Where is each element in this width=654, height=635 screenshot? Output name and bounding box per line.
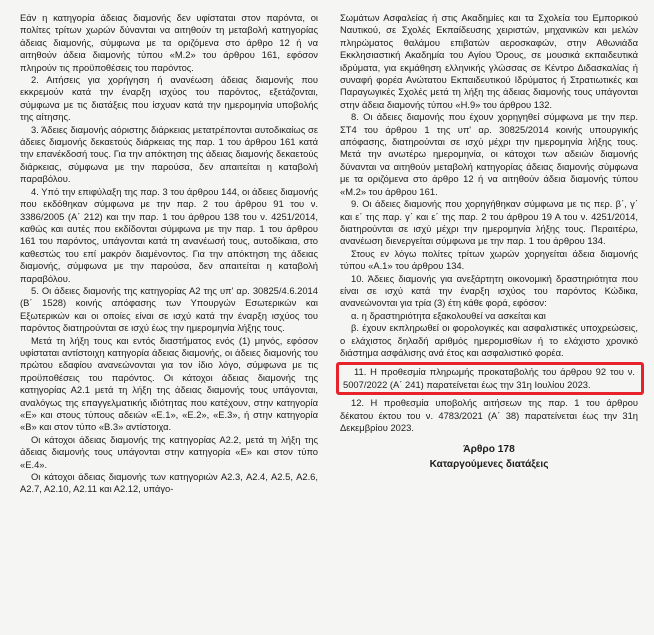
paragraph: Μετά τη λήξη τους και εντός διαστήματος ενός (1) μηνός, εφόσον υφίσταται αντίστοιχη κατηγορία άδειας διαμονής, οι άδειες διαμονής του πρώτου εδαφίου ανανεώνονται για τον ίδιο λόγο, σύμφωνα με τις προϋποθέσεις του παρόντος. Οι κάτοχοι άδειας διαμονής της κατηγορίας Α2.1 μετά τη λήξη της άδειας διαμονής τους υπάγονται, αναλόγως της επαγγελματικής ιδιότητας που κατέχουν, στην κατηγορία «Ε» και στους τύπους αδειών «Ε.1», «Ε.2», «Ε.3», ή στην κατηγορία «Β» και στον τύπο «Β.3» αντίστοιχα. <box>20 334 318 433</box>
paragraph: 10. Άδειες διαμονής για ανεξάρτητη οικονομική δραστηριότητα που είναι σε ισχύ κατά την έναρξη ισχύος του παρόντος Κώδικα, ανανεώνονται για τρία (3) έτη κάθε φορά, εφόσον: <box>340 272 638 309</box>
paragraph: Σωμάτων Ασφαλείας ή στις Ακαδημίες και τα Σχολεία του Εμπορικού Ναυτικού, σε Σχολές Εκπαίδευσης χειριστών, μηχανικών και μελών πληρώματος θαλάμου επιβατών αεροσκαφών, στην Αθωνιάδα Εκκλησιαστική Ακαδημία του Αγίου Όρους, σε μουσικά εκπαιδευτικά ιδρύματα, για εκμάθηση ελληνικής γλώσσας σε Κέντρο Διδασκαλίας ή συναφή φορέα Ανώτατου Εκπαιδευτικού Ιδρύματος ή Στρατιωτικές και Παραγωγικές Σχολές μετά τη λήξη της άδειας διαμονής τους υπάγονται στην άδεια διαμονής τύπου «Η.9» του άρθρου 132. <box>340 12 638 110</box>
paragraph: Οι κάτοχοι άδειας διαμονής των κατηγοριών Α2.3, Α2.4, Α2.5, Α2.6, Α2.7, Α2.10, Α2.11 και Α2.12, υπάγο- <box>20 471 318 495</box>
paragraph: 3. Άδειες διαμονής αόριστης διάρκειας μετατρέπονται αυτοδικαίως σε άδειες διαμονής δεκαετούς διάρκειας της παρ. 1 του άρθρου 161 κατά την επανέκδοσή τους. Για την απόκτηση της άδειας διαμονής δεκαετούς διάρκειας, σύμφωνα με την παρούσα, δεν απαιτείται η καταβολή παραβόλου. <box>20 123 318 185</box>
paragraph: 2. Αιτήσεις για χορήγηση ή ανανέωση άδειας διαμονής που εκκρεμούν κατά την έναρξη ισχύος του παρόντος, εξετάζονται, σύμφωνα με τις διατάξεις που ίσχυαν κατά την ημερομηνία υποβολής της αίτησης. <box>20 74 318 123</box>
list-item: β. έχουν εκπληρωθεί οι φορολογικές και ασφαλιστικές υποχρεώσεις, ο ελάχιστος δηλαδή αριθμός ημερομισθίων ή το ελάχιστο χρονικό διάστημα ασφάλισης ανά έτος και ασφαλιστικό φορέα. <box>340 322 638 358</box>
paragraph: Εάν η κατηγορία άδειας διαμονής δεν υφίσταται στον παρόντα, οι πολίτες τρίτων χωρών δύνανται να αιτηθούν τη μεταβολή κατηγορίας άδειας διαμονής, σύμφωνα με τα οριζόμενα στο άρθρο 12 ή να αιτηθούν άδεια διαμονής τύπου «Μ.2» του άρθρου 161, εφόσον πληρούν τις προϋποθέσεις του παρόντος. <box>20 12 318 73</box>
highlighted-paragraph-box <box>336 362 644 395</box>
left-column <box>20 12 318 635</box>
paragraph: 9. Οι άδειες διαμονής που χορηγήθηκαν σύμφωνα με τις περ. β΄, γ΄ και ε΄ της παρ. γ΄ και ε΄ της παρ. 2 του άρθρου 19 Α του ν. 4251/2014, διατηρούνται σε ισχύ μέχρι την ημερομηνία λήξης τους. Περαιτέρω, ανανέωση διενεργείται σύμφωνα με την παρ. 1 του άρθρου 134. <box>340 198 638 247</box>
paragraph: 12. Η προθεσμία υποβολής αιτήσεων της παρ. 1 του άρθρου δέκατου έκτου του ν. 4783/2021 (Α΄ 38) παρατείνεται έως την 31η Δεκεμβρίου 2023. <box>340 397 638 433</box>
paragraph: Οι κάτοχοι άδειας διαμονής της κατηγορίας Α2.2, μετά τη λήξη της άδειας διαμονής τους υπάγονται στην κατηγορία «Ε» και στον τύπο «Ε.4». <box>20 433 318 470</box>
article-subtitle: Καταργούμενες διατάξεις <box>429 458 549 470</box>
paragraph: 5. Οι άδειες διαμονής της κατηγορίας Α2 της υπ' αρ. 30825/4.6.2014 (Β΄ 1528) κοινής απόφασης των Υπουργών Εσωτερικών και Εξωτερικών και οι οποίες είναι σε ισχύ κατά την έναρξη ισχύος του παρόντος διατηρούνται σε ισχύ έως την ημερομηνία λήξης τους. <box>20 284 318 334</box>
paragraph: Στους εν λόγω πολίτες τρίτων χωρών χορηγείται άδεια διαμονής τύπου «Α.1» του άρθρου 134. <box>340 247 638 272</box>
paragraph: 8. Οι άδειες διαμονής που έχουν χορηγηθεί σύμφωνα με την περ. ΣΤ4 του άρθρου 1 της υπ' αρ. 30825/2014 κοινής υπουργικής απόφασης, διατηρούνται σε ισχύ μέχρι την ημερομηνία λήξης τους. Μετά την ανωτέρω ημερομηνία, οι κάτοχοι των αδειών διαμονής δύνανται να αιτηθούν μεταβολή κατηγορίας άδειας διαμονής σύμφωνα με τα οριζόμενα στο άρθρο 12 ή να αιτηθούν άδεια διαμονής τύπου «Μ.2» του άρθρου 161. <box>340 111 638 197</box>
article-title: Άρθρο 178 <box>463 444 515 456</box>
right-column <box>340 12 638 635</box>
highlighted-paragraph: 11. Η προθεσμία πληρωμής προκαταβολής του άρθρου 92 του ν. 5007/2022 (Α΄ 241) παρατείνεται έως την 31η Ιουλίου 2023. <box>343 366 635 390</box>
paragraph: 4. Υπό την επιφύλαξη της παρ. 3 του άρθρου 144, οι άδειες διαμονής που εκδόθηκαν σύμφωνα με την παρ. 2 του άρθρου 91 του ν. 3386/2005 (Α΄ 212) και την παρ. 1 του άρθρου 138 του ν. 4251/2014, καθώς και αυτές που εκδίδονται σύμφωνα με την παρ. 1 του άρθρου 161 του παρόντος, υπάγονται κατά τη ανανέωσή τους, αυτοδίκαια, στο καθεστώς του επί μακρόν διαμένοντος. Για την απόκτηση της άδειας διαμονής, σύμφωνα με την παρούσα, δεν απαιτείται η καταβολή παραβόλου. <box>20 185 318 284</box>
list-item: α. η δραστηριότητα εξακολουθεί να ασκείται και <box>351 309 546 321</box>
